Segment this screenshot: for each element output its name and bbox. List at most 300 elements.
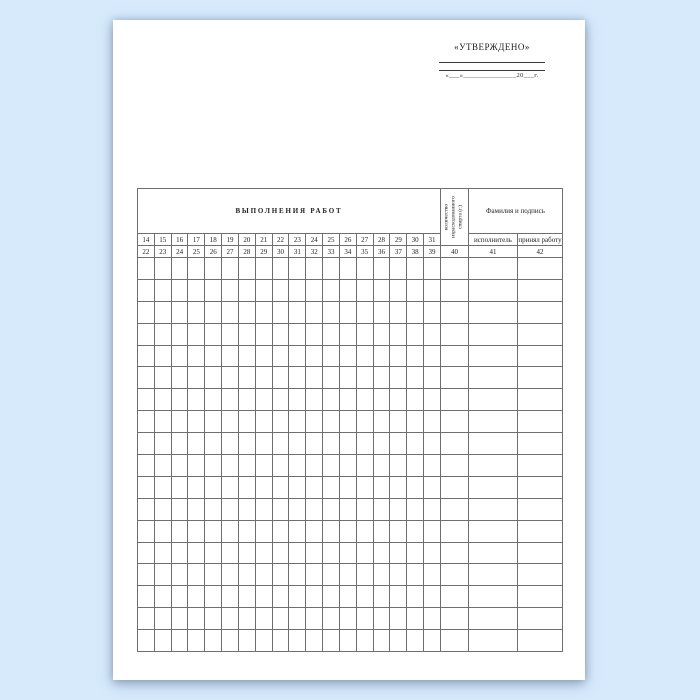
empty-cell	[205, 608, 222, 630]
empty-cell	[468, 258, 517, 280]
empty-cell	[222, 498, 239, 520]
empty-cell	[468, 301, 517, 323]
empty-cell	[154, 389, 171, 411]
empty-cell	[390, 476, 407, 498]
empty-cell	[154, 411, 171, 433]
empty-cell	[339, 630, 356, 652]
empty-cell	[468, 608, 517, 630]
table-row	[138, 301, 563, 323]
day-number-cell: 30	[407, 234, 424, 246]
empty-cell	[205, 476, 222, 498]
empty-cell	[154, 367, 171, 389]
empty-cell	[272, 345, 289, 367]
empty-cell	[373, 258, 390, 280]
empty-cell	[356, 433, 373, 455]
empty-cell	[468, 542, 517, 564]
day-number-cell: 25	[323, 234, 340, 246]
empty-cell	[289, 433, 306, 455]
empty-cell	[440, 608, 468, 630]
day-number-cell: 15	[154, 234, 171, 246]
empty-cell	[154, 301, 171, 323]
approval-block	[439, 42, 545, 79]
empty-cell	[222, 586, 239, 608]
empty-cell	[339, 542, 356, 564]
empty-cell	[468, 586, 517, 608]
empty-cell	[517, 630, 562, 652]
empty-cell	[255, 520, 272, 542]
empty-cell	[171, 323, 188, 345]
empty-cell	[188, 542, 205, 564]
empty-cell	[289, 564, 306, 586]
empty-cell	[188, 367, 205, 389]
empty-cell	[138, 345, 155, 367]
empty-cell	[339, 586, 356, 608]
empty-cell	[407, 345, 424, 367]
day-number-cell: 39	[424, 246, 441, 258]
empty-cell	[356, 586, 373, 608]
empty-cell	[424, 564, 441, 586]
empty-cell	[468, 455, 517, 477]
empty-cell	[373, 279, 390, 301]
empty-cell	[171, 520, 188, 542]
day-number-cell: 26	[205, 246, 222, 258]
empty-cell	[407, 476, 424, 498]
empty-cell	[424, 279, 441, 301]
empty-cell	[255, 345, 272, 367]
empty-cell	[440, 367, 468, 389]
empty-cell	[373, 433, 390, 455]
empty-cell	[289, 476, 306, 498]
empty-cell	[440, 542, 468, 564]
empty-cell	[188, 476, 205, 498]
day-number-cell: 37	[390, 246, 407, 258]
empty-cell	[390, 564, 407, 586]
empty-cell	[306, 367, 323, 389]
empty-cell	[138, 476, 155, 498]
empty-cell	[238, 498, 255, 520]
empty-cell	[390, 630, 407, 652]
approved-heading: «УТВЕРЖДЕНО»	[454, 42, 530, 52]
empty-cell	[323, 367, 340, 389]
empty-cell	[424, 258, 441, 280]
empty-cell	[306, 586, 323, 608]
empty-cell	[272, 630, 289, 652]
empty-cell	[289, 367, 306, 389]
empty-cell	[424, 367, 441, 389]
table-row	[138, 586, 563, 608]
empty-cell	[424, 586, 441, 608]
empty-cell	[390, 542, 407, 564]
empty-cell	[255, 323, 272, 345]
empty-cell	[390, 433, 407, 455]
empty-cell	[138, 630, 155, 652]
day-number-cell: 28	[238, 246, 255, 258]
empty-cell	[171, 455, 188, 477]
empty-cell	[138, 542, 155, 564]
empty-cell	[272, 586, 289, 608]
empty-cell	[517, 455, 562, 477]
empty-cell	[468, 411, 517, 433]
empty-cell	[373, 389, 390, 411]
empty-cell	[188, 608, 205, 630]
alcohol-label-line1: количество	[444, 203, 451, 231]
empty-cell	[407, 367, 424, 389]
empty-cell	[289, 498, 306, 520]
empty-cell	[323, 564, 340, 586]
empty-cell	[356, 345, 373, 367]
empty-cell	[255, 586, 272, 608]
empty-cell	[272, 542, 289, 564]
empty-cell	[289, 608, 306, 630]
empty-cell	[171, 433, 188, 455]
empty-cell	[188, 455, 205, 477]
day-number-cell: 31	[424, 234, 441, 246]
empty-cell	[306, 389, 323, 411]
empty-cell	[407, 542, 424, 564]
empty-cell	[154, 498, 171, 520]
empty-cell	[468, 476, 517, 498]
table-row	[138, 345, 563, 367]
day-number-cell: 34	[339, 246, 356, 258]
empty-cell	[238, 367, 255, 389]
empty-cell	[323, 630, 340, 652]
empty-cell	[339, 498, 356, 520]
empty-cell	[339, 476, 356, 498]
empty-cell	[205, 498, 222, 520]
empty-cell	[339, 520, 356, 542]
empty-cell	[424, 630, 441, 652]
empty-cell	[407, 279, 424, 301]
empty-cell	[138, 367, 155, 389]
empty-cell	[339, 455, 356, 477]
day-number-cell: 25	[188, 246, 205, 258]
empty-cell	[424, 455, 441, 477]
empty-cell	[468, 345, 517, 367]
accepted-column-number: 42	[517, 246, 562, 258]
day-number-cell: 24	[306, 234, 323, 246]
empty-cell	[517, 258, 562, 280]
empty-cell	[468, 367, 517, 389]
empty-cell	[238, 542, 255, 564]
empty-cell	[138, 586, 155, 608]
empty-cell	[255, 411, 272, 433]
empty-cell	[407, 433, 424, 455]
empty-cell	[272, 279, 289, 301]
empty-cell	[205, 367, 222, 389]
empty-cell	[255, 542, 272, 564]
empty-cell	[289, 411, 306, 433]
empty-cell	[424, 301, 441, 323]
empty-cell	[272, 433, 289, 455]
empty-cell	[323, 345, 340, 367]
empty-cell	[373, 542, 390, 564]
empty-cell	[205, 301, 222, 323]
empty-cell	[154, 323, 171, 345]
empty-cell	[306, 564, 323, 586]
empty-cell	[517, 323, 562, 345]
empty-cell	[188, 411, 205, 433]
empty-cell	[138, 520, 155, 542]
empty-cell	[222, 542, 239, 564]
empty-cell	[339, 301, 356, 323]
empty-cell	[188, 301, 205, 323]
empty-cell	[188, 586, 205, 608]
empty-cell	[188, 433, 205, 455]
day-number-cell: 35	[356, 246, 373, 258]
day-number-cell: 21	[255, 234, 272, 246]
empty-cell	[440, 301, 468, 323]
empty-cell	[238, 323, 255, 345]
empty-cell	[238, 411, 255, 433]
day-number-cell: 38	[407, 246, 424, 258]
table-row	[138, 433, 563, 455]
empty-cell	[323, 586, 340, 608]
day-number-cell: 33	[323, 246, 340, 258]
empty-cell	[440, 520, 468, 542]
empty-cell	[272, 323, 289, 345]
empty-cell	[407, 411, 424, 433]
table-header-row	[138, 189, 563, 234]
empty-cell	[171, 564, 188, 586]
empty-cell	[390, 279, 407, 301]
empty-cell	[255, 608, 272, 630]
empty-cell	[517, 367, 562, 389]
day-numbers-row-top	[138, 234, 563, 246]
day-number-cell: 30	[272, 246, 289, 258]
empty-cell	[238, 630, 255, 652]
table-row	[138, 411, 563, 433]
empty-cell	[154, 476, 171, 498]
empty-cell	[390, 586, 407, 608]
empty-cell	[255, 498, 272, 520]
empty-cell	[289, 301, 306, 323]
empty-cell	[373, 455, 390, 477]
table-row	[138, 564, 563, 586]
empty-cell	[339, 258, 356, 280]
empty-cell	[356, 498, 373, 520]
empty-cell	[188, 630, 205, 652]
empty-cell	[424, 411, 441, 433]
empty-cell	[272, 498, 289, 520]
empty-cell	[138, 389, 155, 411]
empty-cell	[238, 476, 255, 498]
empty-cell	[154, 586, 171, 608]
day-number-cell: 28	[373, 234, 390, 246]
empty-cell	[306, 476, 323, 498]
document-page	[113, 20, 585, 680]
day-number-cell: 26	[339, 234, 356, 246]
empty-cell	[289, 389, 306, 411]
empty-cell	[440, 389, 468, 411]
empty-cell	[440, 258, 468, 280]
empty-cell	[272, 520, 289, 542]
empty-cell	[154, 279, 171, 301]
empty-cell	[323, 520, 340, 542]
empty-cell	[407, 608, 424, 630]
day-number-cell: 17	[188, 234, 205, 246]
empty-cell	[222, 258, 239, 280]
empty-cell	[188, 345, 205, 367]
empty-cell	[306, 323, 323, 345]
empty-cell	[272, 455, 289, 477]
empty-cell	[255, 389, 272, 411]
empty-cell	[339, 433, 356, 455]
empty-cell	[373, 564, 390, 586]
empty-cell	[339, 279, 356, 301]
empty-cell	[289, 345, 306, 367]
empty-cell	[222, 455, 239, 477]
empty-cell	[238, 389, 255, 411]
empty-cell	[356, 279, 373, 301]
empty-cell	[272, 389, 289, 411]
empty-cell	[222, 608, 239, 630]
empty-cell	[238, 279, 255, 301]
empty-cell	[323, 498, 340, 520]
empty-cell	[517, 279, 562, 301]
empty-cell	[440, 411, 468, 433]
empty-cell	[356, 323, 373, 345]
empty-cell	[468, 389, 517, 411]
table-row	[138, 630, 563, 652]
empty-cell	[323, 608, 340, 630]
empty-cell	[407, 564, 424, 586]
empty-cell	[468, 630, 517, 652]
empty-cell	[154, 630, 171, 652]
signature-line	[439, 70, 545, 71]
empty-cell	[188, 323, 205, 345]
table-row	[138, 389, 563, 411]
empty-cell	[440, 455, 468, 477]
alcohol-quantity-label	[444, 189, 465, 245]
empty-cell	[339, 564, 356, 586]
empty-cell	[289, 455, 306, 477]
empty-cell	[390, 258, 407, 280]
empty-cell	[272, 411, 289, 433]
empty-cell	[407, 301, 424, 323]
empty-cell	[255, 455, 272, 477]
name-signature-column-header: Фамилия и подпись	[468, 189, 562, 234]
alcohol-column-number: 40	[440, 246, 468, 258]
alcohol-label-line3: спирта (г.)	[457, 205, 464, 229]
empty-cell	[373, 586, 390, 608]
empty-cell	[289, 630, 306, 652]
table-row	[138, 520, 563, 542]
empty-cell	[440, 433, 468, 455]
empty-cell	[323, 301, 340, 323]
executor-subheader: исполнитель	[468, 234, 517, 246]
empty-cell	[440, 323, 468, 345]
empty-cell	[407, 498, 424, 520]
empty-cell	[440, 586, 468, 608]
empty-cell	[424, 476, 441, 498]
empty-cell	[306, 433, 323, 455]
empty-cell	[222, 389, 239, 411]
signature-line	[439, 62, 545, 63]
table-row	[138, 279, 563, 301]
alcohol-quantity-column-header	[440, 189, 468, 246]
empty-cell	[272, 564, 289, 586]
empty-cell	[356, 367, 373, 389]
empty-cell	[424, 520, 441, 542]
empty-cell	[138, 608, 155, 630]
empty-cell	[407, 258, 424, 280]
empty-cell	[171, 345, 188, 367]
empty-cell	[138, 301, 155, 323]
empty-cell	[238, 301, 255, 323]
day-number-cell: 31	[289, 246, 306, 258]
empty-cell	[188, 498, 205, 520]
empty-cell	[138, 258, 155, 280]
table-row	[138, 323, 563, 345]
empty-cell	[222, 564, 239, 586]
empty-cell	[517, 586, 562, 608]
empty-cell	[407, 630, 424, 652]
day-number-cell: 27	[222, 246, 239, 258]
empty-cell	[205, 323, 222, 345]
empty-cell	[138, 455, 155, 477]
empty-cell	[373, 323, 390, 345]
empty-cell	[289, 542, 306, 564]
empty-cell	[255, 564, 272, 586]
empty-cell	[440, 498, 468, 520]
empty-cell	[356, 455, 373, 477]
empty-cell	[424, 542, 441, 564]
empty-cell	[272, 258, 289, 280]
empty-cell	[373, 367, 390, 389]
empty-cell	[255, 367, 272, 389]
empty-cell	[339, 367, 356, 389]
empty-cell	[440, 564, 468, 586]
empty-cell	[138, 433, 155, 455]
table-row	[138, 476, 563, 498]
empty-cell	[468, 323, 517, 345]
empty-cell	[289, 258, 306, 280]
empty-cell	[517, 433, 562, 455]
empty-cell	[468, 498, 517, 520]
empty-cell	[255, 630, 272, 652]
day-number-cell: 23	[289, 234, 306, 246]
empty-cell	[238, 520, 255, 542]
empty-cell	[517, 345, 562, 367]
empty-cell	[154, 433, 171, 455]
empty-cell	[171, 498, 188, 520]
day-number-cell: 14	[138, 234, 155, 246]
empty-cell	[289, 323, 306, 345]
empty-cell	[255, 279, 272, 301]
empty-cell	[323, 279, 340, 301]
empty-cell	[222, 520, 239, 542]
empty-cell	[440, 476, 468, 498]
empty-cell	[289, 520, 306, 542]
empty-cell	[171, 367, 188, 389]
empty-cell	[407, 389, 424, 411]
empty-cell	[205, 411, 222, 433]
day-number-cell: 27	[356, 234, 373, 246]
alcohol-label-line2: израсходованного	[451, 196, 458, 238]
empty-cell	[171, 301, 188, 323]
empty-cell	[205, 630, 222, 652]
empty-cell	[154, 455, 171, 477]
empty-cell	[517, 542, 562, 564]
empty-cell	[468, 279, 517, 301]
empty-cell	[255, 476, 272, 498]
empty-cell	[154, 542, 171, 564]
empty-cell	[390, 301, 407, 323]
empty-cell	[222, 630, 239, 652]
table-row	[138, 542, 563, 564]
empty-cell	[205, 542, 222, 564]
table-row	[138, 367, 563, 389]
